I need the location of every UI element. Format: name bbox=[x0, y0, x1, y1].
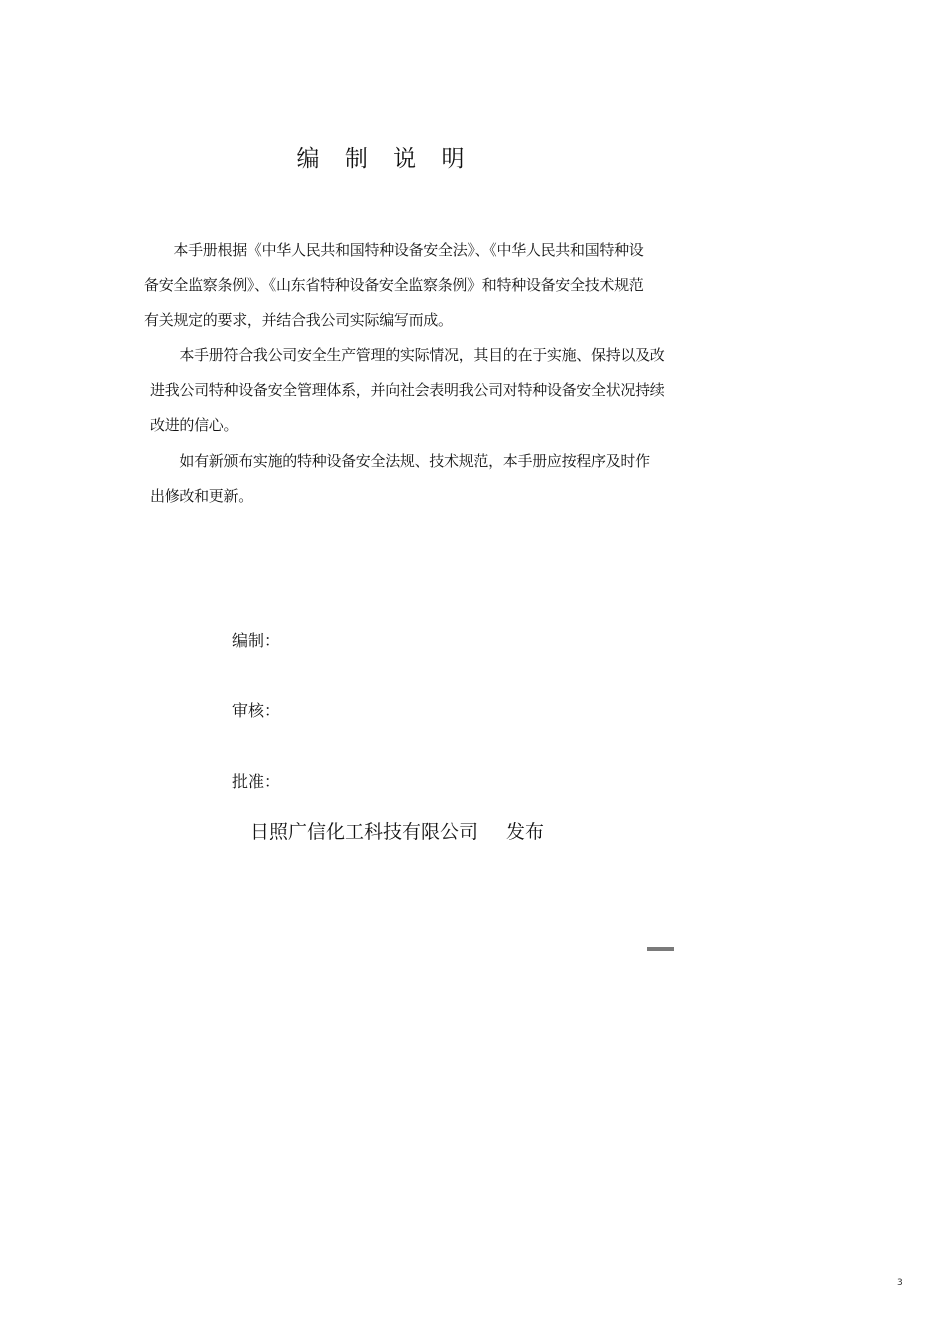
paragraph-line: 如有新颁布实施的特种设备安全法规、技术规范，本手册应按程序及时作 bbox=[150, 452, 650, 470]
publisher-company: 日照广信化工科技有限公司 bbox=[250, 821, 479, 843]
paragraph-basis bbox=[144, 233, 644, 338]
dash-mark bbox=[647, 947, 674, 951]
signature-approver-label: 批准： bbox=[232, 772, 281, 791]
signature-reviewer-label: 审核： bbox=[232, 701, 281, 720]
document-title: 编 制 说 明 bbox=[296, 146, 474, 172]
signature-editor-label: 编制： bbox=[232, 631, 281, 650]
paragraph-line: 备安全监察条例》、《山东省特种设备安全监察条例》和特种设备安全技术规范 bbox=[144, 276, 644, 294]
page-number: 3 bbox=[897, 1278, 903, 1288]
paragraph-line: 本手册根据《中华人民共和国特种设备安全法》、《中华人民共和国特种设 bbox=[144, 241, 644, 259]
paragraph-line: 改进的信心。 bbox=[150, 416, 239, 434]
paragraph-line: 本手册符合我公司安全生产管理的实际情况，其目的在于实施、保持以及改 bbox=[150, 346, 665, 364]
paragraph-line: 出修改和更新。 bbox=[150, 487, 253, 505]
publisher-action: 发布 bbox=[506, 821, 545, 843]
paragraph-revision bbox=[150, 444, 650, 514]
paragraph-purpose bbox=[150, 338, 665, 443]
paragraph-line: 进我公司特种设备安全管理体系，并向社会表明我公司对特种设备安全状况持续 bbox=[150, 381, 665, 399]
publisher-line bbox=[250, 817, 544, 844]
paragraph-line: 有关规定的要求，并结合我公司实际编写而成。 bbox=[144, 311, 453, 329]
